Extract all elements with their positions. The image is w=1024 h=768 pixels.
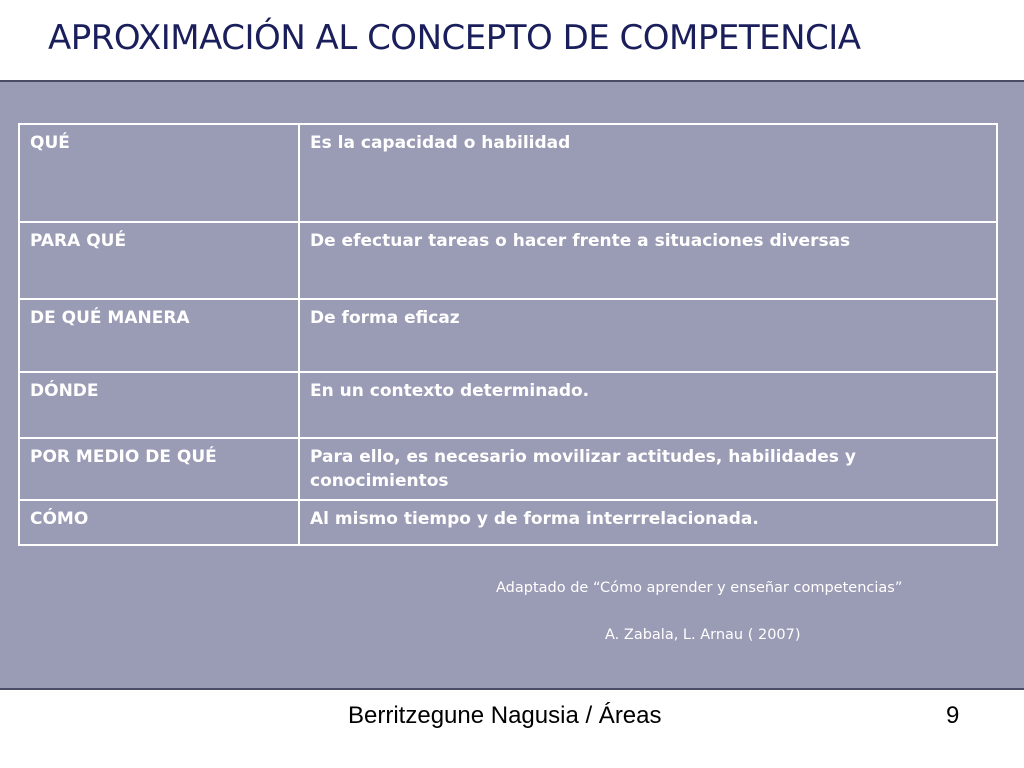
- table-row: [19, 124, 997, 222]
- row-value: En un contexto determinado.: [299, 372, 997, 438]
- row-key: DE QUÉ MANERA: [19, 299, 299, 372]
- slide-title: APROXIMACIÓN AL CONCEPTO DE COMPETENCIA: [48, 18, 861, 58]
- footer-text: Berritzegune Nagusia / Áreas: [348, 702, 662, 729]
- row-value: De efectuar tareas o hacer frente a situaciones diversas: [299, 222, 997, 299]
- row-key: DÓNDE: [19, 372, 299, 438]
- row-key: QUÉ: [19, 124, 299, 222]
- row-key: POR MEDIO DE QUÉ: [19, 438, 299, 500]
- row-key: PARA QUÉ: [19, 222, 299, 299]
- row-value: De forma eficaz: [299, 299, 997, 372]
- table-row: [19, 438, 997, 500]
- row-value: Es la capacidad o habilidad: [299, 124, 997, 222]
- table-row: [19, 222, 997, 299]
- content-panel: [0, 80, 1024, 690]
- table-row: [19, 299, 997, 372]
- table-row: [19, 372, 997, 438]
- definition-table: [18, 123, 998, 546]
- row-value: Para ello, es necesario movilizar actitudes, habilidades y conocimientos: [299, 438, 997, 500]
- row-value: Al mismo tiempo y de forma interrrelacionada.: [299, 500, 997, 545]
- source-authors: A. Zabala, L. Arnau ( 2007): [605, 627, 801, 643]
- source-citation: Adaptado de “Cómo aprender y enseñar competencias”: [496, 580, 903, 596]
- table-row: [19, 500, 997, 545]
- page-number: 9: [946, 702, 960, 729]
- row-key: CÓMO: [19, 500, 299, 545]
